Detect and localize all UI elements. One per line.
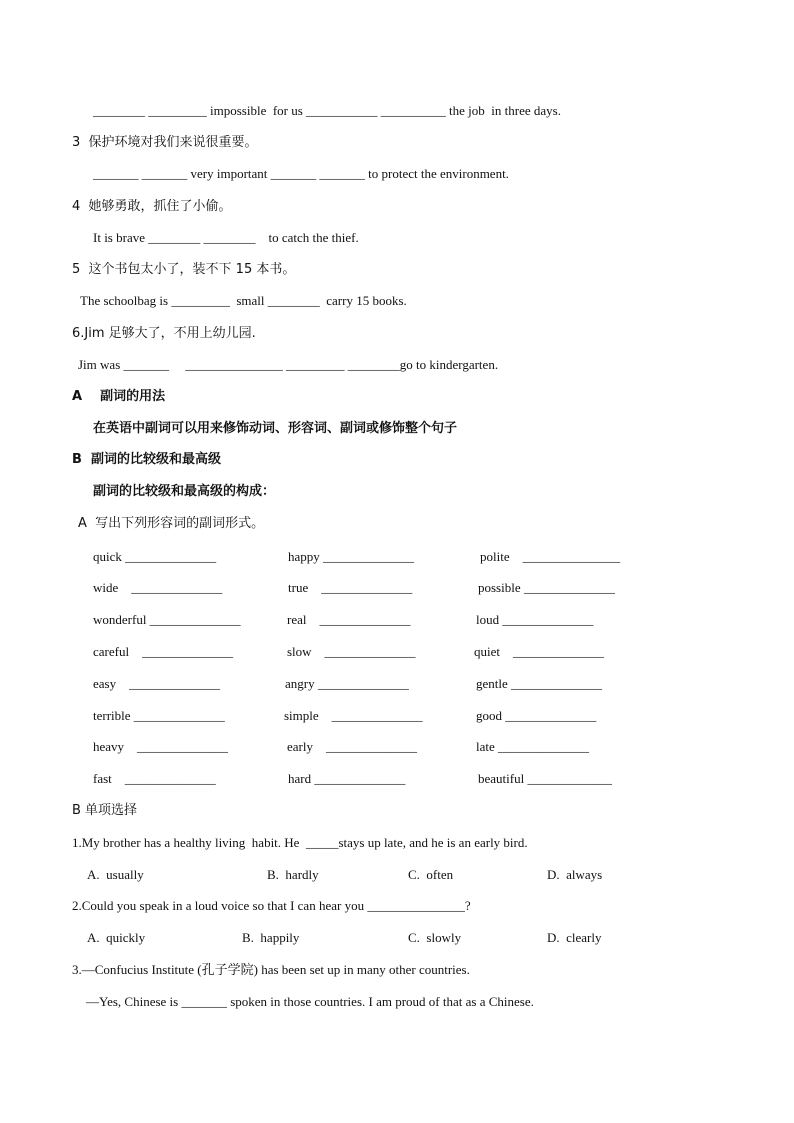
list-item: quick ______________ xyxy=(93,549,217,564)
list-item: heavy ______________ xyxy=(93,739,229,754)
question-2-option-c: C. slowly xyxy=(408,930,462,945)
list-item: late ______________ xyxy=(476,739,590,754)
sentence-2-blanks: ________ _________ impossible for us ___________ __________ the job in three days. xyxy=(93,103,561,118)
sentence-6-chinese: 6.Jim 足够大了，不用上幼儿园. xyxy=(72,326,256,341)
section-a-title: A 副词的用法 xyxy=(72,389,166,404)
list-item: polite _______________ xyxy=(480,549,621,564)
list-item: quiet ______________ xyxy=(474,644,604,659)
sentence-4-blanks: It is brave ________ ________ to catch the thief. xyxy=(93,230,359,245)
sentence-3-chinese: 3 保护环境对我们来说很重要。 xyxy=(72,135,258,150)
list-item: possible ______________ xyxy=(478,580,615,595)
sentence-5-blanks: The schoolbag is _________ small ________ carry 15 books. xyxy=(80,293,407,308)
list-item: happy ______________ xyxy=(288,549,415,564)
question-2-option-a: A. quickly xyxy=(87,930,146,945)
question-3-line-1: 3.—Confucius Institute (孔子学院) has been set up in many other countries. xyxy=(72,962,470,977)
list-item: careful ______________ xyxy=(93,644,234,659)
question-2-stem: 2.Could you speak in a loud voice so that I can hear you _______________? xyxy=(72,898,471,913)
sentence-4-chinese: 4 她够勇敢，抓住了小偷。 xyxy=(72,199,232,214)
question-3-line-2: —Yes, Chinese is _______ spoken in those countries. I am proud of that as a Chinese. xyxy=(86,994,534,1009)
question-1-option-a: A. usually xyxy=(87,867,144,882)
list-item: hard ______________ xyxy=(288,771,406,786)
list-item: fast ______________ xyxy=(93,771,216,786)
list-item: angry ______________ xyxy=(285,676,409,691)
list-item: real ______________ xyxy=(287,612,411,627)
section-a-description: 在英语中副词可以用来修饰动词、形容词、副词或修饰整个句子 xyxy=(93,421,458,436)
list-item: slow ______________ xyxy=(287,644,416,659)
exercise-b-title: B 单项选择 xyxy=(72,803,138,818)
list-item: simple ______________ xyxy=(284,708,423,723)
sentence-5-chinese: 5 这个书包太小了，装不下 15 本书。 xyxy=(72,262,296,277)
sentence-3-blanks: _______ _______ very important _______ _______ to protect the environment. xyxy=(93,166,509,181)
list-item: true ______________ xyxy=(288,580,413,595)
list-item: early ______________ xyxy=(287,739,417,754)
list-item: loud ______________ xyxy=(476,612,594,627)
section-b-description: 副词的比较级和最高级的构成： xyxy=(93,484,276,499)
question-2-option-b: B. happily xyxy=(242,930,300,945)
list-item: gentle ______________ xyxy=(476,676,603,691)
list-item: wide ______________ xyxy=(93,580,223,595)
question-2-option-d: D. clearly xyxy=(547,930,602,945)
question-1-option-c: C. often xyxy=(408,867,454,882)
list-item: beautiful _____________ xyxy=(478,771,612,786)
question-1-option-d: D. always xyxy=(547,867,603,882)
list-item: terrible ______________ xyxy=(93,708,225,723)
question-1-option-b: B. hardly xyxy=(267,867,319,882)
section-b-title: B 副词的比较级和最高级 xyxy=(72,452,221,467)
sentence-6-blanks: Jim was _______ _______________ _________ ________go to kindergarten. xyxy=(78,357,499,372)
question-1-stem: 1.My brother has a healthy living habit. He _____stays up late, and he is an early bird. xyxy=(72,835,528,850)
list-item: easy ______________ xyxy=(93,676,221,691)
list-item: good ______________ xyxy=(476,708,597,723)
exercise-a-title: A 写出下列形容词的副词形式。 xyxy=(78,516,265,531)
list-item: wonderful ______________ xyxy=(93,612,241,627)
